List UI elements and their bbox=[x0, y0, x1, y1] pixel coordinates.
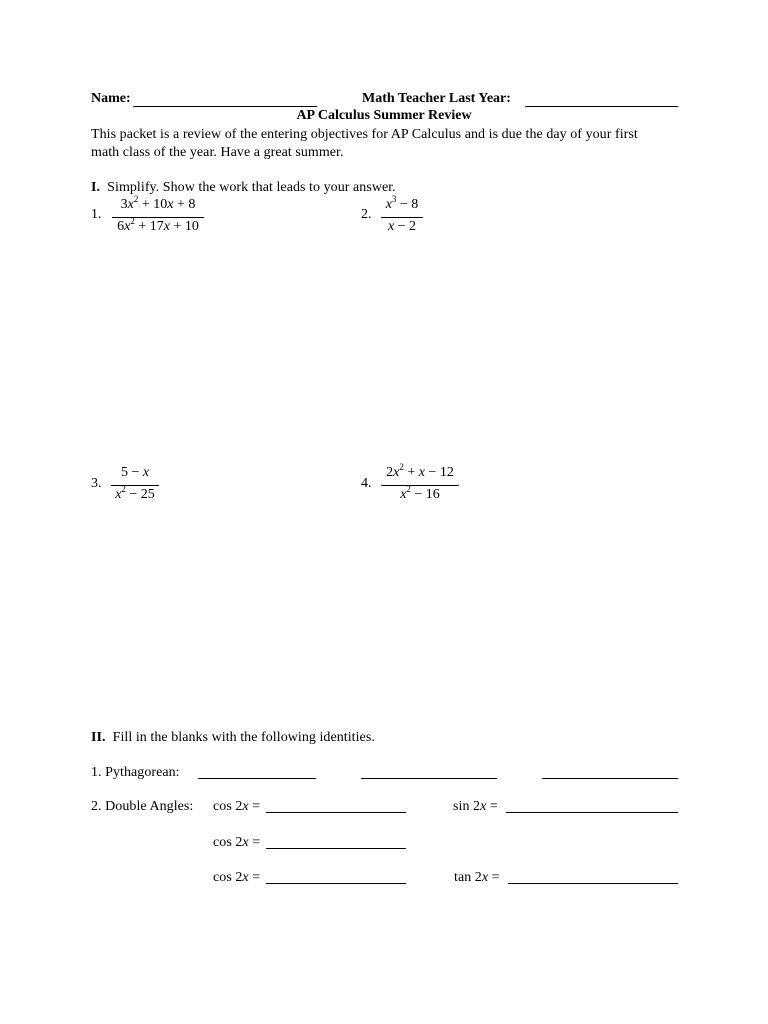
double-angles-label: 2. Double Angles: bbox=[91, 799, 194, 814]
problem-3-fraction bbox=[111, 465, 159, 507]
sin2x-label: sin 2x = bbox=[453, 799, 498, 814]
pythagorean-blank-3[interactable] bbox=[542, 778, 678, 779]
problem-2-denominator: x − 2 bbox=[387, 219, 417, 234]
problem-3-fraction-bar bbox=[111, 485, 159, 486]
teacher-label: Math Teacher Last Year: bbox=[362, 91, 511, 106]
intro-line-2: math class of the year. Have a great summer. bbox=[91, 145, 344, 160]
pythagorean-blank-1[interactable] bbox=[198, 778, 316, 779]
pythagorean-blank-2[interactable] bbox=[361, 778, 497, 779]
cos2x-label-2: cos 2x = bbox=[213, 835, 261, 850]
problem-1-fraction bbox=[112, 194, 204, 239]
name-blank[interactable] bbox=[133, 106, 317, 107]
sin2x-blank[interactable] bbox=[506, 812, 678, 813]
problem-1-label: 1. bbox=[91, 207, 102, 222]
cos2x-blank-1[interactable] bbox=[266, 812, 406, 813]
problem-3-label: 3. bbox=[91, 476, 102, 491]
problem-2-numerator: $x^3 - 8$ bbox=[385, 194, 419, 212]
tan2x-label: tan 2x = bbox=[454, 870, 500, 885]
intro-line-1: This packet is a review of the entering objectives for AP Calculus and is due the day of your first bbox=[91, 127, 638, 142]
problem-2-fraction bbox=[381, 194, 423, 239]
problem-4-denominator: $x^2 - 16$ bbox=[400, 484, 440, 502]
section-1-numeral: I. bbox=[91, 180, 101, 195]
cos2x-label-3: cos 2x = bbox=[213, 870, 261, 885]
problem-4-numerator: $2x^2 + x - 12$ bbox=[386, 462, 454, 480]
section-2-heading bbox=[91, 729, 375, 747]
problem-1-numerator: $3x^2 + 10x + 8$ bbox=[120, 194, 196, 212]
problem-3-denominator: $x^2 - 25$ bbox=[115, 484, 155, 502]
problem-4-label: 4. bbox=[361, 476, 372, 491]
section-2-instruction: Fill in the blanks with the following identities. bbox=[112, 730, 375, 745]
section-1-instruction: Simplify. Show the work that leads to your answer. bbox=[107, 180, 396, 195]
pythagorean-label: 1. Pythagorean: bbox=[91, 765, 180, 780]
cos2x-blank-2[interactable] bbox=[266, 848, 406, 849]
teacher-blank[interactable] bbox=[525, 106, 678, 107]
problem-2-label: 2. bbox=[361, 207, 372, 222]
section-2-numeral: II. bbox=[91, 730, 106, 745]
problem-2-fraction-bar bbox=[381, 217, 423, 218]
cos2x-label-1: cos 2x = bbox=[213, 799, 261, 814]
cos2x-blank-3[interactable] bbox=[266, 883, 406, 884]
problem-1-fraction-bar bbox=[112, 217, 204, 218]
problem-3-numerator: 5 − x bbox=[120, 465, 150, 480]
name-label: Name: bbox=[91, 91, 131, 106]
tan2x-blank[interactable] bbox=[508, 883, 678, 884]
page-title: AP Calculus Summer Review bbox=[296, 108, 472, 123]
problem-4-fraction bbox=[381, 462, 459, 507]
problem-1-denominator: $6x^2 + 17x + 10$ bbox=[117, 216, 199, 234]
problem-4-fraction-bar bbox=[381, 485, 459, 486]
